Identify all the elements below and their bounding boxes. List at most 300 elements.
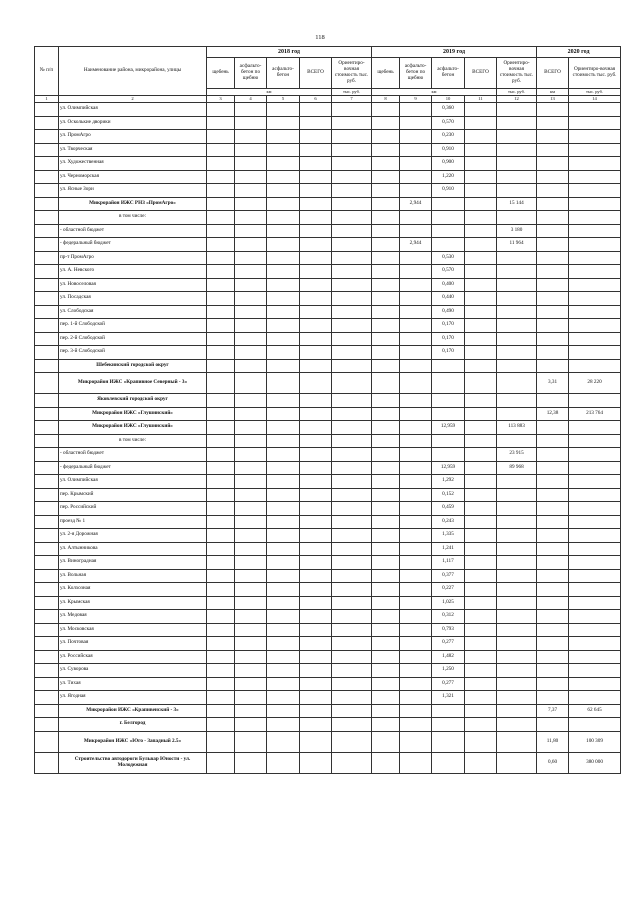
table-row xyxy=(35,224,621,238)
unit-km: км xyxy=(537,89,569,96)
value-cell xyxy=(569,542,621,556)
value-cell xyxy=(400,623,432,637)
value-cell xyxy=(569,278,621,292)
value-cell xyxy=(372,346,400,360)
value-cell xyxy=(267,691,300,705)
value-cell xyxy=(569,461,621,475)
value-cell xyxy=(332,143,372,157)
value-cell xyxy=(537,265,569,279)
row-name-cell: ул. Медовая xyxy=(59,610,207,624)
value-cell xyxy=(332,752,372,773)
value-cell xyxy=(267,752,300,773)
value-cell xyxy=(569,394,621,408)
value-cell xyxy=(537,251,569,265)
value-cell: 0,400 xyxy=(432,278,465,292)
value-cell xyxy=(267,278,300,292)
row-num-cell xyxy=(35,197,59,211)
value-cell xyxy=(465,373,497,394)
value-cell xyxy=(235,197,267,211)
value-cell xyxy=(537,305,569,319)
row-num-cell xyxy=(35,677,59,691)
value-cell xyxy=(300,170,332,184)
row-num-cell xyxy=(35,359,59,373)
value-cell xyxy=(372,569,400,583)
row-name-cell: Микрорайон ИЖС «Глушинский» xyxy=(59,407,207,421)
value-cell xyxy=(332,583,372,597)
value-cell xyxy=(569,116,621,130)
value-cell xyxy=(497,677,537,691)
value-cell xyxy=(400,359,432,373)
table-row xyxy=(35,211,621,225)
value-cell xyxy=(332,718,372,732)
table-row xyxy=(35,421,621,435)
value-cell xyxy=(432,752,465,773)
row-name-cell: Микрорайон ИЖС «Крапивное Северный - 3» xyxy=(59,373,207,394)
value-cell xyxy=(300,407,332,421)
value-cell xyxy=(497,292,537,306)
value-cell xyxy=(569,421,621,435)
value-cell xyxy=(465,556,497,570)
value-cell xyxy=(332,332,372,346)
row-name-cell: ул. Тихая xyxy=(59,677,207,691)
row-name-cell: пер. 3-й Слободской xyxy=(59,346,207,360)
row-name-cell: пер. Российский xyxy=(59,502,207,516)
value-cell xyxy=(537,691,569,705)
value-cell xyxy=(207,143,235,157)
value-cell xyxy=(235,677,267,691)
value-cell: 15 144 xyxy=(497,197,537,211)
column-number: 2 xyxy=(59,96,207,103)
value-cell xyxy=(235,650,267,664)
value-cell xyxy=(497,731,537,752)
value-cell xyxy=(267,502,300,516)
column-number: 3 xyxy=(207,96,235,103)
value-cell xyxy=(267,596,300,610)
value-cell: 0,170 xyxy=(432,332,465,346)
row-num-cell xyxy=(35,157,59,171)
value-cell xyxy=(465,650,497,664)
value-cell xyxy=(207,305,235,319)
row-num-cell xyxy=(35,461,59,475)
row-num-cell xyxy=(35,373,59,394)
value-cell xyxy=(300,292,332,306)
value-cell: 0,490 xyxy=(432,305,465,319)
table-row xyxy=(35,637,621,651)
value-cell xyxy=(235,211,267,225)
table-row xyxy=(35,704,621,718)
row-num-cell xyxy=(35,515,59,529)
value-cell xyxy=(207,332,235,346)
value-cell xyxy=(465,664,497,678)
row-name-cell: ул. Посадская xyxy=(59,292,207,306)
value-cell xyxy=(207,569,235,583)
value-cell xyxy=(400,251,432,265)
value-cell xyxy=(400,691,432,705)
value-cell xyxy=(235,407,267,421)
value-cell xyxy=(569,346,621,360)
value-cell xyxy=(332,130,372,144)
unit-km: км xyxy=(372,89,497,96)
value-cell xyxy=(432,731,465,752)
value-cell xyxy=(235,448,267,462)
value-cell xyxy=(267,650,300,664)
value-cell xyxy=(569,677,621,691)
table-row xyxy=(35,515,621,529)
value-cell xyxy=(569,238,621,252)
value-cell xyxy=(332,637,372,651)
value-cell xyxy=(372,421,400,435)
value-cell xyxy=(332,359,372,373)
value-cell xyxy=(207,292,235,306)
value-cell xyxy=(267,448,300,462)
value-cell xyxy=(537,394,569,408)
table-row xyxy=(35,265,621,279)
value-cell: 1,241 xyxy=(432,542,465,556)
table-row xyxy=(35,184,621,198)
value-cell xyxy=(207,251,235,265)
row-num-cell xyxy=(35,718,59,732)
value-cell xyxy=(537,103,569,117)
value-cell xyxy=(235,292,267,306)
value-cell xyxy=(372,265,400,279)
value-cell xyxy=(267,704,300,718)
value-cell xyxy=(497,346,537,360)
row-name-cell: ул. Олимпийская xyxy=(59,475,207,489)
value-cell xyxy=(300,346,332,360)
value-cell xyxy=(400,542,432,556)
value-cell xyxy=(465,596,497,610)
row-name-cell: - областной бюджет xyxy=(59,224,207,238)
value-cell: 0,459 xyxy=(432,502,465,516)
table-row xyxy=(35,502,621,516)
value-cell: 11 964 xyxy=(497,238,537,252)
value-cell xyxy=(300,461,332,475)
value-cell: 0,360 xyxy=(432,103,465,117)
value-cell xyxy=(537,130,569,144)
value-cell xyxy=(267,610,300,624)
value-cell xyxy=(235,332,267,346)
value-cell xyxy=(400,421,432,435)
table-row xyxy=(35,752,621,773)
value-cell xyxy=(465,103,497,117)
value-cell xyxy=(207,610,235,624)
value-cell xyxy=(465,197,497,211)
value-cell xyxy=(332,515,372,529)
value-cell xyxy=(537,650,569,664)
value-cell xyxy=(235,542,267,556)
value-cell xyxy=(332,434,372,448)
value-cell xyxy=(400,157,432,171)
value-cell xyxy=(267,515,300,529)
value-cell xyxy=(569,583,621,597)
value-cell xyxy=(400,143,432,157)
row-name-cell: ул. Московская xyxy=(59,623,207,637)
value-cell xyxy=(372,157,400,171)
row-name-cell: ул. Суворова xyxy=(59,664,207,678)
value-cell xyxy=(569,475,621,489)
unit-rub: тыс. руб. xyxy=(569,89,621,96)
value-cell xyxy=(300,116,332,130)
value-cell xyxy=(235,583,267,597)
value-cell xyxy=(300,650,332,664)
unit-rub: тыс. руб. xyxy=(497,89,537,96)
value-cell xyxy=(569,184,621,198)
value-cell xyxy=(465,488,497,502)
table-row xyxy=(35,475,621,489)
value-cell: 0,170 xyxy=(432,319,465,333)
value-cell xyxy=(372,116,400,130)
value-cell xyxy=(207,197,235,211)
value-cell xyxy=(267,488,300,502)
value-cell xyxy=(400,515,432,529)
row-name-cell: ул. Алтынникова xyxy=(59,542,207,556)
value-cell xyxy=(497,359,537,373)
value-cell xyxy=(332,319,372,333)
value-cell xyxy=(235,718,267,732)
value-cell xyxy=(537,238,569,252)
row-num-cell xyxy=(35,664,59,678)
column-number: 4 xyxy=(235,96,267,103)
value-cell xyxy=(372,475,400,489)
value-cell xyxy=(300,752,332,773)
table-row xyxy=(35,556,621,570)
table-row xyxy=(35,130,621,144)
value-cell xyxy=(400,448,432,462)
value-cell xyxy=(537,292,569,306)
value-cell: 3 180 xyxy=(497,224,537,238)
value-cell xyxy=(497,637,537,651)
header-cell: ВСЕГО xyxy=(300,58,332,89)
value-cell xyxy=(267,211,300,225)
value-cell: 2,944 xyxy=(400,197,432,211)
row-name-cell: ул. ПромАгро xyxy=(59,130,207,144)
value-cell xyxy=(235,731,267,752)
row-name-cell: в том числе: xyxy=(59,434,207,448)
value-cell xyxy=(300,359,332,373)
value-cell xyxy=(332,623,372,637)
value-cell xyxy=(497,569,537,583)
value-cell xyxy=(537,211,569,225)
value-cell xyxy=(497,704,537,718)
value-cell xyxy=(332,157,372,171)
value-cell xyxy=(267,569,300,583)
value-cell xyxy=(300,251,332,265)
row-num-cell xyxy=(35,116,59,130)
value-cell xyxy=(497,157,537,171)
value-cell xyxy=(267,637,300,651)
value-cell: 100 309 xyxy=(569,731,621,752)
row-num-cell xyxy=(35,583,59,597)
value-cell xyxy=(465,421,497,435)
value-cell xyxy=(372,407,400,421)
value-cell xyxy=(400,556,432,570)
value-cell xyxy=(207,664,235,678)
value-cell xyxy=(235,394,267,408)
row-name-cell: ул. А. Невского xyxy=(59,265,207,279)
value-cell xyxy=(207,475,235,489)
value-cell xyxy=(207,623,235,637)
value-cell xyxy=(400,752,432,773)
table-row xyxy=(35,359,621,373)
value-cell xyxy=(569,502,621,516)
value-cell xyxy=(372,691,400,705)
value-cell xyxy=(372,143,400,157)
value-cell xyxy=(300,664,332,678)
value-cell: 12,38 xyxy=(537,407,569,421)
value-cell xyxy=(537,421,569,435)
row-num-cell xyxy=(35,184,59,198)
value-cell xyxy=(569,650,621,664)
value-cell xyxy=(400,664,432,678)
row-name-cell: ул. 2-я Дорожная xyxy=(59,529,207,543)
table-row xyxy=(35,373,621,394)
value-cell xyxy=(235,488,267,502)
value-cell xyxy=(569,718,621,732)
value-cell xyxy=(497,752,537,773)
row-num-cell xyxy=(35,691,59,705)
value-cell xyxy=(267,475,300,489)
value-cell xyxy=(497,650,537,664)
table-row xyxy=(35,143,621,157)
value-cell xyxy=(569,515,621,529)
value-cell xyxy=(372,623,400,637)
value-cell xyxy=(300,157,332,171)
value-cell xyxy=(267,197,300,211)
value-cell xyxy=(497,610,537,624)
row-name-cell: Шебекинский городской округ xyxy=(59,359,207,373)
value-cell xyxy=(569,610,621,624)
value-cell xyxy=(465,407,497,421)
value-cell xyxy=(332,373,372,394)
value-cell xyxy=(465,718,497,732)
value-cell: 0,60 xyxy=(537,752,569,773)
header-year-2018: 2018 год xyxy=(207,47,372,58)
value-cell xyxy=(267,116,300,130)
value-cell xyxy=(267,346,300,360)
table-row xyxy=(35,718,621,732)
value-cell xyxy=(267,292,300,306)
value-cell xyxy=(300,305,332,319)
value-cell xyxy=(497,502,537,516)
value-cell xyxy=(537,157,569,171)
table-row xyxy=(35,346,621,360)
value-cell xyxy=(537,346,569,360)
value-cell xyxy=(300,583,332,597)
value-cell xyxy=(372,704,400,718)
value-cell xyxy=(400,731,432,752)
value-cell: 1,025 xyxy=(432,596,465,610)
value-cell xyxy=(372,664,400,678)
value-cell: 0,570 xyxy=(432,116,465,130)
value-cell xyxy=(400,461,432,475)
value-cell xyxy=(207,556,235,570)
value-cell xyxy=(300,265,332,279)
value-cell: 0,910 xyxy=(432,143,465,157)
header-year-2020: 2020 год xyxy=(537,47,621,58)
header-cell: ВСЕГО xyxy=(537,58,569,89)
value-cell xyxy=(372,752,400,773)
value-cell xyxy=(497,394,537,408)
value-cell xyxy=(235,596,267,610)
value-cell xyxy=(267,407,300,421)
value-cell xyxy=(267,373,300,394)
value-cell xyxy=(537,677,569,691)
row-num-cell xyxy=(35,637,59,651)
table-row xyxy=(35,448,621,462)
table-row xyxy=(35,103,621,117)
value-cell xyxy=(400,637,432,651)
value-cell xyxy=(497,596,537,610)
value-cell xyxy=(569,103,621,117)
column-number: 12 xyxy=(497,96,537,103)
row-num-cell xyxy=(35,332,59,346)
value-cell: 0,230 xyxy=(432,130,465,144)
column-number: 1 xyxy=(35,96,59,103)
value-cell xyxy=(207,103,235,117)
value-cell xyxy=(497,529,537,543)
value-cell xyxy=(537,461,569,475)
value-cell xyxy=(332,650,372,664)
row-name-cell: пер. 2-й Слободской xyxy=(59,332,207,346)
table-row xyxy=(35,569,621,583)
value-cell xyxy=(465,610,497,624)
value-cell xyxy=(372,718,400,732)
value-cell xyxy=(569,319,621,333)
value-cell xyxy=(400,278,432,292)
row-name-cell: в том числе: xyxy=(59,211,207,225)
row-num-cell xyxy=(35,211,59,225)
row-num-cell xyxy=(35,434,59,448)
table-row xyxy=(35,434,621,448)
value-cell: 28 220 xyxy=(569,373,621,394)
value-cell xyxy=(465,116,497,130)
value-cell: 1,482 xyxy=(432,650,465,664)
row-num-cell xyxy=(35,238,59,252)
value-cell xyxy=(569,434,621,448)
value-cell xyxy=(300,677,332,691)
value-cell xyxy=(300,319,332,333)
row-name-cell: ул. Виноградная xyxy=(59,556,207,570)
value-cell xyxy=(372,170,400,184)
value-cell xyxy=(372,731,400,752)
value-cell xyxy=(465,224,497,238)
row-name-cell: ул. Осколькие дворики xyxy=(59,116,207,130)
value-cell xyxy=(465,502,497,516)
value-cell xyxy=(207,394,235,408)
value-cell xyxy=(267,305,300,319)
row-num-cell xyxy=(35,448,59,462)
value-cell xyxy=(432,704,465,718)
value-cell xyxy=(537,184,569,198)
row-name-cell: ул. Колхозная xyxy=(59,583,207,597)
value-cell xyxy=(569,305,621,319)
value-cell xyxy=(497,305,537,319)
header-cell: щебень xyxy=(207,58,235,89)
value-cell xyxy=(235,752,267,773)
value-cell xyxy=(400,332,432,346)
table-row xyxy=(35,664,621,678)
value-cell xyxy=(537,637,569,651)
row-num-cell xyxy=(35,650,59,664)
value-cell xyxy=(235,143,267,157)
value-cell xyxy=(537,718,569,732)
value-cell xyxy=(267,251,300,265)
value-cell xyxy=(465,731,497,752)
value-cell xyxy=(372,359,400,373)
value-cell xyxy=(432,359,465,373)
table-row xyxy=(35,583,621,597)
value-cell xyxy=(372,292,400,306)
